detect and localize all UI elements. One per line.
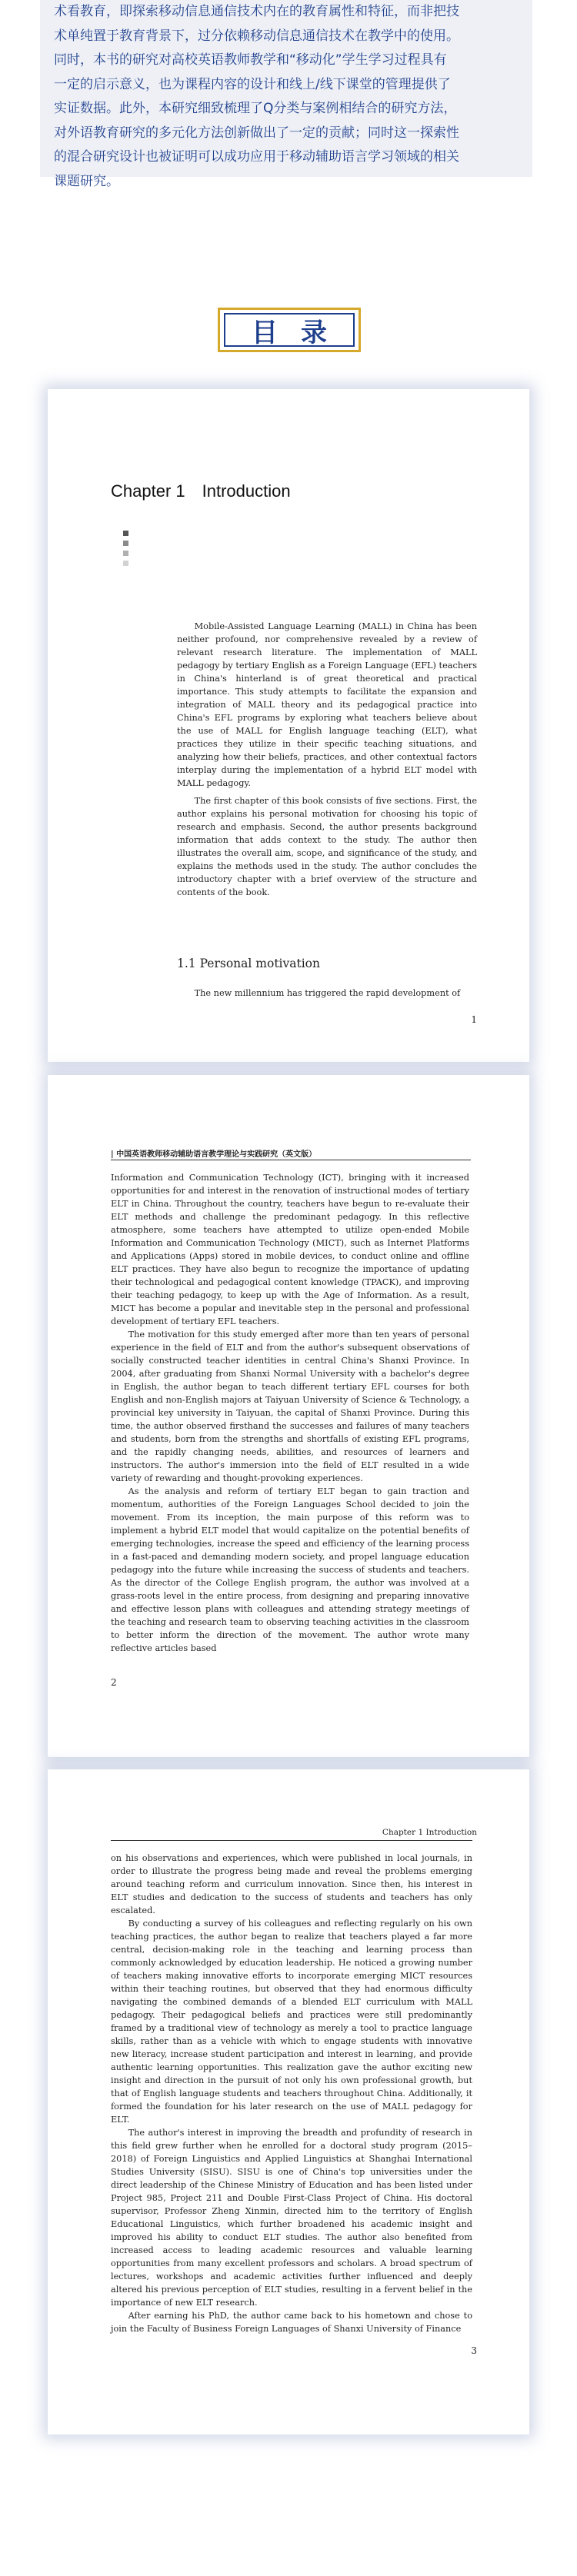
intro-line: 术单纯置于教育背景下，过分依赖移动信息通信技术在教学中的使用。 xyxy=(54,28,459,44)
intro-line: 术看教育，即探索移动信息通信技术内在的教育属性和特征，而非把技 xyxy=(54,4,459,19)
chapter-number: Chapter 1 xyxy=(111,481,185,501)
book-page-3 xyxy=(48,1769,529,2435)
page-number: 3 xyxy=(471,2345,477,2356)
intro-line: 实证数据。此外，本研究细致梳理了Q分类与案例相结合的研究方法， xyxy=(54,101,457,116)
header-rule xyxy=(111,1840,472,1841)
page-text xyxy=(111,1852,472,2335)
paragraph: The new millennium has triggered the rapid development of xyxy=(194,988,461,998)
square-icon xyxy=(123,541,128,546)
page-text xyxy=(111,1171,469,1655)
paragraph: After earning his PhD, the author came back to his hometown and chose to join the Faculty of Business Foreign Languages of Shanxi University of Finance xyxy=(111,2311,472,2334)
paragraph: As the analysis and reform of tertiary ELT began to gain traction and momentum, authorities of the Foreign Languages School decided to join the movement. From its inception, the main purpose of this reform was to implement a hybrid ELT model that would capitalize on the potential benefits of emerging technologies, increase the speed and efficiency of the learning process in a fast-paced and demanding modern society, and propel language education pedagogy into the future while increasing the success of students and teachers. As the director of the College English program, the author was involved at a grass-roots level in the entire process, from designing and preparing innovative and effective lesson plans with colleagues and attending strategy meetings of the teaching and research team to observing teaching activities in the classroom to better inform the direction of the movement. The author wrote many reflective articles based xyxy=(111,1486,469,1653)
page-number: 2 xyxy=(111,1677,117,1688)
page-number: 1 xyxy=(471,1014,477,1025)
chapter-heading xyxy=(111,481,291,501)
chapter-title: Introduction xyxy=(202,481,291,501)
intro-line: 对外语教育研究的多元化方法创新做出了一定的贡献；同时这一探索性 xyxy=(54,125,459,141)
paragraph: on his observations and experiences, which were published in local journals, in order to illustrate the progress being made and reveal the problems emerging around teaching reform and curriculum innovation. Since then, his interest in ELT studies and dedication to the success of students and teachers has only escalated. xyxy=(111,1853,472,1915)
toc-heading-frame xyxy=(218,308,361,352)
book-page-2 xyxy=(48,1075,529,1757)
paragraph: Mobile-Assisted Language Learning (MALL) in China has been neither profound, nor comprehensive revealed by a review of relevant research literature. The implementation of MALL pedagogy by tertiary English as a Foreign Language (EFL) teachers in China's hinterland is of great theoretical and practical importance. This study attempts to facilitate the expansion and integration of MALL theory and its pedagogical practice into China's EFL programs by exploring what teachers believe about the use of MALL for English language teaching (ELT), what practices they utilize in their specific teaching situations, and analyzing how their beliefs, practices, and other contextual factors interplay during the implementation of a hybrid ELT model with MALL pedagogy. xyxy=(177,621,477,788)
paragraph: By conducting a survey of his colleagues and reflecting regularly on his own teaching practices, the author began to realize that teachers played a far more central, decision-making role in the teaching and learning process than commonly acknowledged by education leadership. He noticed a growing number of teachers making innovative efforts to incorporate emerging MICT resources within their teaching routines, but observed that they had enormous difficulty navigating the combined demands of a blended ELT curriculum with MALL pedagogy. Their pedagogical beliefs and practices were still predominantly framed by a traditional view of technology as merely a tool to practice language skills, rather than as a vehicle with which to engage students with innovative new literacy, increase student participation and interest in learning, and provide authentic learning opportunities. This realization gave the author exciting new insight and direction in the pursuit of not only his own professional growth, but that of English language students and teachers throughout China. Additionally, it formed the foundation for his later research on the use of MALL pedagogy for ELT. xyxy=(111,1919,472,2125)
square-icon xyxy=(123,551,128,556)
intro-line: 一定的启示意义，也为课程内容的设计和线上/线下课堂的管理提供了 xyxy=(54,76,451,92)
chapter-intro-text xyxy=(177,620,477,899)
square-icon xyxy=(123,531,128,536)
intro-line: 同时，本书的研究对高校英语教师教学和“移动化”学生学习过程具有 xyxy=(54,52,447,68)
paragraph: The motivation for this study emerged after more than ten years of personal experience in the field of ELT and from the author's subsequent observations of socially constructed teacher identities in central China's Shanxi Province. In 2004, after graduating from Shanxi Normal University with a bachelor's degree in English, the author began to teach different tertiary EFL courses for both English and non-English majors at Taiyuan University of Science & Technology, a provincial key university in Taiyuan, the capital of Shanxi Province. During this time, the author observed firsthand the successes and failures of many teachers and students, born from the strengths and shortfalls of existing EFL programs, and the rapidly changing needs, abilities, and resources of learners and instructors. The author's immersion into the field of ELT resulted in a wide variety of rewarding and thought-provoking experiences. xyxy=(111,1330,469,1483)
paragraph: The author's interest in improving the breadth and profundity of research in this field grew further when he enrolled for a doctoral study program (2015–2018) of Foreign Linguistics and Applied Linguistics at Shanghai International Studies University (SISU). SISU is one of China's top universities under the direct leadership of the Chinese Ministry of Education and has been listed under Project 985, Project 211 and Double First-Class Project of China. His doctoral supervisor, Professor Zheng Xinmin, directed him to the territory of English Educational Linguistics, which further broadened his academic insight and improved his ability to conduct ELT studies. The author also benefited from increased access to leading academic resources and valuable learning opportunities from many excellent professors and scholars. A broad spectrum of lectures, workshops and academic activities further influenced and deeply altered his previous perception of ELT studies, resulting in a fervent belief in the importance of new ELT research. xyxy=(111,2128,472,2308)
decorative-squares xyxy=(123,531,129,571)
intro-line: 的混合研究设计也被证明可以成功应用于移动辅助语言学习领域的相关 xyxy=(54,149,459,165)
paragraph: The first chapter of this book consists of five sections. First, the author explains his personal motivation for choosing his topic of research and emphasis. Second, the author presents background information that adds context to the study. The author then illustrates the overall aim, scope, and significance of the study, and explains the methods used in the study. The author concludes the introductory chapter with a brief overview of the structure and contents of the book. xyxy=(177,796,477,897)
section-text xyxy=(177,987,477,1000)
running-head: | 中国英语教师移动辅助语言教学理论与实践研究（英文版） xyxy=(111,1150,317,1159)
square-icon xyxy=(123,561,128,566)
section-title: 1.1 Personal motivation xyxy=(177,957,320,970)
book-page-1 xyxy=(48,389,529,1062)
intro-line: 课题研究。 xyxy=(54,173,119,189)
intro-text-block xyxy=(40,0,532,189)
toc-heading: 目录 xyxy=(224,313,355,347)
running-head: Chapter 1 Introduction xyxy=(382,1828,477,1837)
paragraph: Information and Communication Technology (ICT), bringing with it increased opportunities for and interest in the renovation of instructional modes of tertiary ELT in China. Throughout the country, teachers have begun to re-evaluate their ELT methods and challenge the predominant pedagogy. In this reflective atmosphere, some teachers have attempted to utilize open-ended Mobile Information and Communication Technology (MICT), such as Internet Platforms and Applications (Apps) stored in mobile devices, to conduct online and offline ELT practices. They have also begun to recognize the importance of updating their technological and pedagogical content knowledge (TPACK), and improving their teaching pedagogy, to keep up with the Age of Information. As a result, MICT has become a popular and inevitable step in the personal and professional development of tertiary EFL teachers. xyxy=(111,1173,469,1326)
